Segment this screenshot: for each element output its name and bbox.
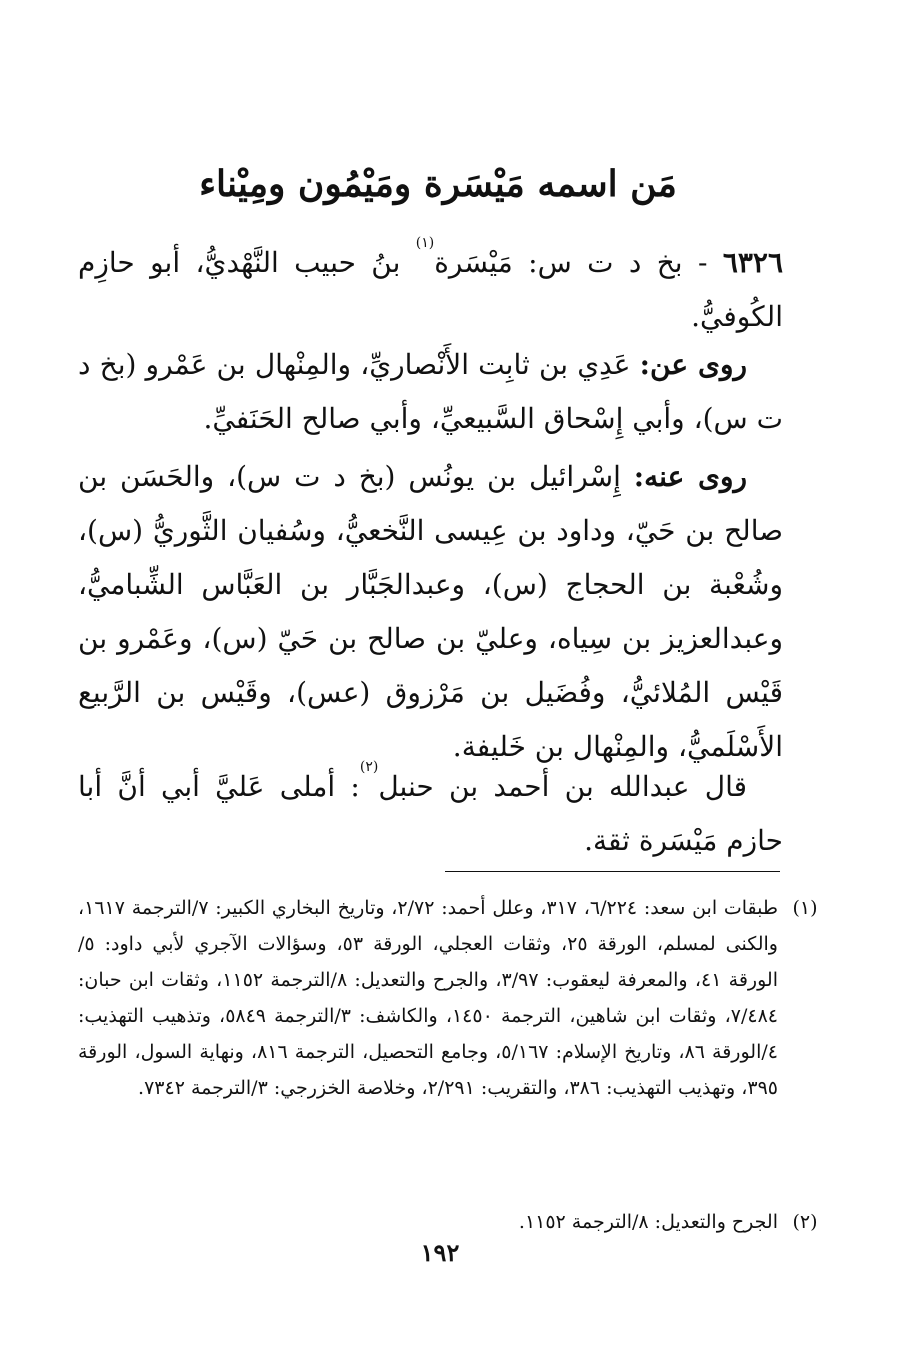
footnote-1	[78, 890, 818, 1106]
narrated-by-paragraph	[78, 450, 783, 774]
footnote-ref-2[interactable]: (٢)	[359, 759, 379, 775]
entry-paragraph: ٦٣٢٦ - بخ د ت س: مَيْسَرة$^{(١)}$ بنُ حبيب النَّهْديُّ، أبو حازِم الكُوفيُّ.	[78, 235, 783, 333]
footnote-2	[78, 1204, 818, 1240]
quote-text-before: قال عبدالله بن أحمد بن حنبل	[378, 770, 747, 803]
narrated-from-text: عَدِي بن ثابِت الأَنْصاريِّ، والمِنْهال بن عَمْرو (بخ د ت س)، وأبي إِسْحاق السَّبيعيِّ، وأبي صالح الحَنَفيِّ.	[78, 348, 783, 435]
section-title: مَن اسمه مَيْسَرة ومَيْمُون ومِيْناء	[199, 163, 677, 205]
entry-name: مَيْسَرة	[434, 246, 513, 279]
footnote-2-number: (٢)	[792, 1211, 818, 1233]
entry-rest: بنُ حبيب النَّهْديُّ، أبو حازِم الكُوفيُّ.	[78, 246, 783, 333]
entry-sigla: بخ د ت س	[537, 246, 683, 279]
narrated-from-label: روى عن:	[639, 348, 747, 381]
narrated-by-text: إِسْرائيل بن يونُس (بخ د ت س)، والحَسَن بن صالح بن حَيّ، وداود بن عِيسى النَّخعيُّ، وسُفيان الثَّوريُّ (س)، وشُعْبة بن الحجاج (س)، وعبدالجَبَّار بن العَبَّاس الشِّباميُّ، وعبدالعزيز بن سِياه، وعليّ بن صالح بن حَيّ (س)، وعَمْرو بن قَيْس المُلائيُّ، وفُضَيل بن مَرْزوق (عس)، وقَيْس بن الرَّبيع الأَسْلَميُّ، والمِنْهال بن خَليفة.	[78, 460, 783, 763]
footnote-1-number: (١)	[792, 897, 818, 919]
narrated-from-paragraph	[78, 338, 783, 446]
footnote-ref-1[interactable]: (١)	[415, 235, 435, 251]
footnote-2-text: الجرح والتعديل: ٨/الترجمة ١١٥٢.	[518, 1211, 778, 1233]
narrated-by-label: روى عنه:	[633, 460, 747, 493]
footnote-1-text: طبقات ابن سعد: ٦/٢٢٤، ٣١٧، وعلل أحمد: ٢/٧٢، وتاريخ البخاري الكبير: ٧/الترجمة ١٦١٧، والكنى لمسلم، الورقة ٢٥، وثقات العجلي، الورقة ٥٣، وسؤالات الآجري لأبي داود: ٥/الورقة ٤١، والمعرفة ليعقوب: ٣/٩٧، والجرح والتعديل: ٨/الترجمة ١١٥٢، وثقات ابن حبان: ٧/٤٨٤، وثقات ابن شاهين، الترجمة ١٤٥٠، والكاشف: ٣/الترجمة ٥٨٤٩، وتذهيب التهذيب: ٤/الورقة ٨٦، وتاريخ الإسلام: ٥/١٦٧، وجامع التحصيل، الترجمة ٨١٦، ونهاية السول، الورقة ٣٩٥، وتهذيب التهذيب: ٣٨٦، والتقريب: ٢/٢٩١، وخلاصة الخزرجي: ٣/الترجمة ٧٣٤٢.	[78, 897, 778, 1099]
footnote-separator	[445, 871, 780, 872]
page-number: ١٩٢	[420, 1238, 460, 1267]
quote-paragraph	[78, 760, 783, 868]
quote-text-after: : أملى عَليَّ أبي أنَّ أبا حازم مَيْسَرة ثقة.	[78, 770, 783, 857]
entry-number: ٦٣٢٦	[722, 246, 783, 279]
